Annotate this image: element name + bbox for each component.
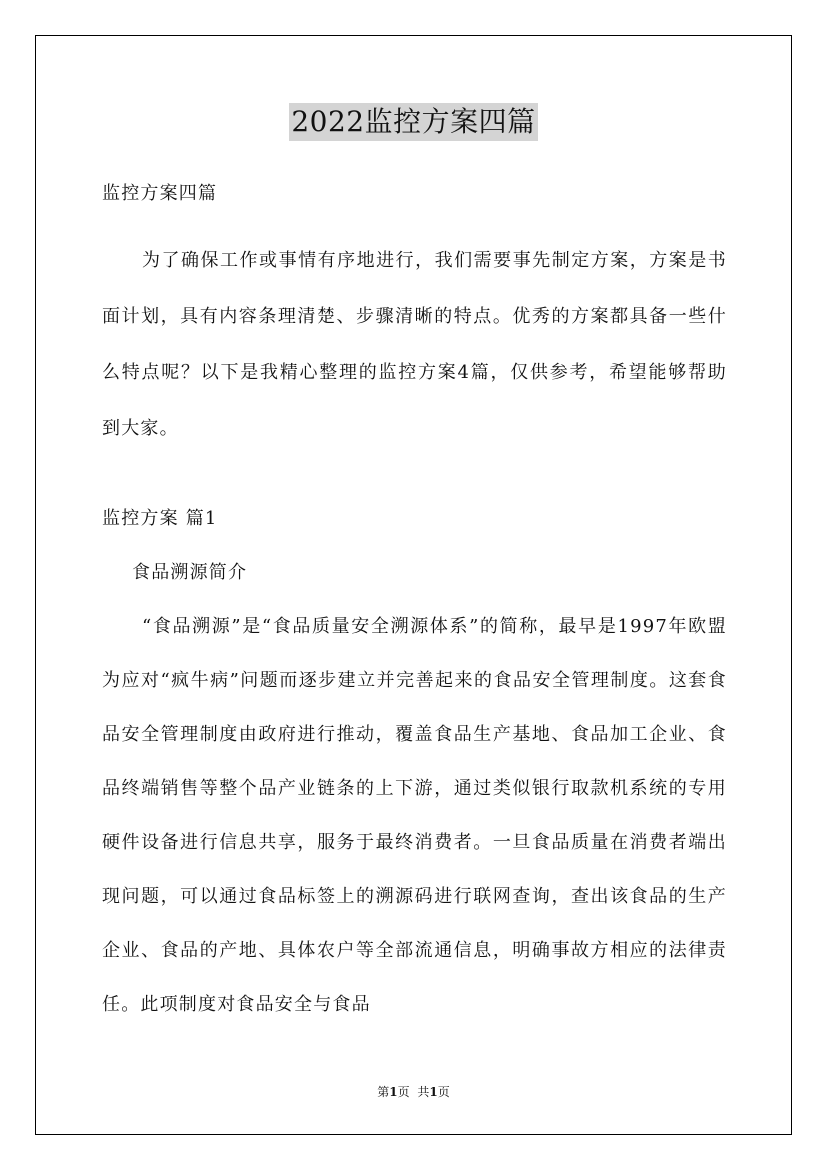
document-title[interactable]: 2022监控方案四篇 [289, 103, 537, 141]
footer-total-suffix: 页 [437, 1085, 450, 1099]
body-paragraph[interactable]: “食品溯源”是“食品质量安全溯源体系”的简称，最早是1997年欧盟为应对“疯牛病”问题而逐步建立并完善起来的食品安全管理制度。这套食品安全管理制度由政府进行推动，覆盖食品生产基地、食品加工企业、食品终端销售等整个品产业链条的上下游，通过类似银行取款机系统的专用硬件设备进行信息共享，服务于最终消费者。一旦食品质量在消费者端出现问题，可以通过食品标签上的溯源码进行联网查询，查出该食品的生产企业、食品的产地、具体农户等全部流通信息，明确事故方相应的法律责任。此项制度对食品安全与食品 [102, 616, 727, 1015]
section-heading[interactable]: 监控方案 篇1 [102, 508, 218, 529]
intro-paragraph[interactable]: 为了确保工作或事情有序地进行，我们需要事先制定方案，方案是书面计划，具有内容条理清楚、步骤清晰的特点。优秀的方案都具备一些什么特点呢？以下是我精心整理的监控方案4篇，仅供参考，希望能够帮助到大家。 [102, 250, 727, 439]
document-subtitle[interactable]: 监控方案四篇 [102, 183, 218, 204]
page-footer [0, 1083, 827, 1101]
footer-page-number: 1 [389, 1085, 398, 1099]
footer-total-prefix: 共 [417, 1085, 430, 1099]
footer-total-pages: 1 [429, 1085, 438, 1099]
footer-page-suffix: 页 [397, 1085, 410, 1099]
title-container [0, 103, 827, 141]
footer-page-prefix: 第 [377, 1085, 390, 1099]
sub-heading[interactable]: 食品溯源简介 [132, 562, 248, 583]
